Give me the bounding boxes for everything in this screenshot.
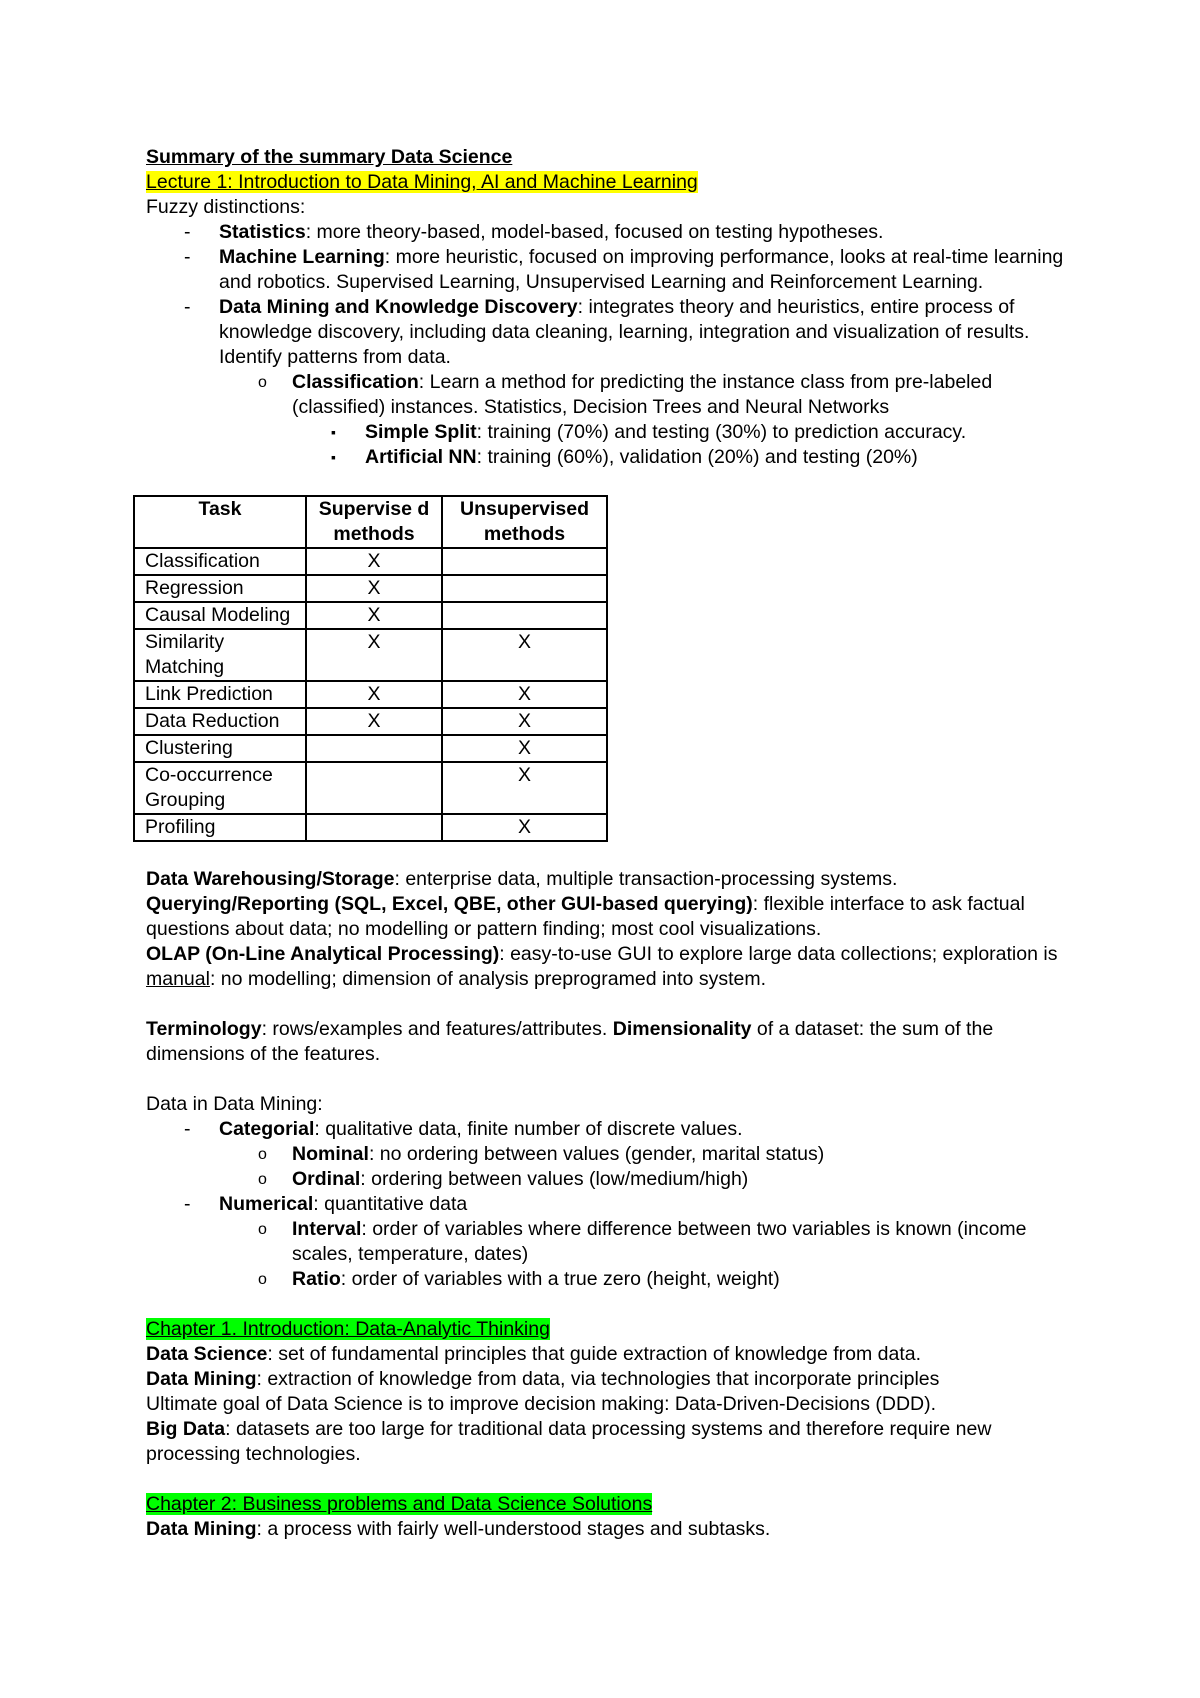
- data-science-para: Data Science: set of fundamental principles that guide extraction of knowledge from data.: [146, 1343, 922, 1365]
- table-row: [134, 681, 607, 708]
- chapter-1-heading: Chapter 1. Introduction: Data-Analytic Thinking: [146, 1318, 550, 1340]
- table-row: [134, 735, 607, 762]
- table-cell-unsupervised: [442, 575, 607, 602]
- list-item-artificial-nn: ▪ Artificial NN: training (60%), validation (20%) and testing (20%): [331, 446, 918, 468]
- list-item-classification: o Classification: Learn a method for predicting the instance class from pre-labeled (classified) instances. Statistics, Decision Trees and Neural Networks: [258, 371, 993, 418]
- table-cell-supervised: X: [306, 708, 442, 735]
- table-row: [134, 575, 607, 602]
- table-cell-unsupervised: X: [442, 681, 607, 708]
- list-item-simple-split: ▪ Simple Split: training (70%) and testing (30%) to prediction accuracy.: [331, 421, 967, 443]
- list-item-statistics: - Statistics: more theory-based, model-based, focused on testing hypotheses.: [184, 221, 884, 243]
- list-item-data-mining: - Data Mining and Knowledge Discovery: integrates theory and heuristics, entire process of knowledge discovery, including data cleaning, learning, integration and visualization of results. Identify patterns from data.: [184, 296, 1030, 368]
- table-cell-task: Classification: [134, 548, 306, 575]
- table-cell-task: Co-occurrence Grouping: [134, 762, 306, 814]
- table-cell-task: Clustering: [134, 735, 306, 762]
- data-mining-para: Data Mining: extraction of knowledge from data, via technologies that incorporate principles: [146, 1368, 940, 1390]
- list-item-categorial: - Categorial: qualitative data, finite number of discrete values.: [184, 1118, 743, 1140]
- terminology-para: Terminology: rows/examples and features/attributes. Dimensionality of a dataset: the sum of the dimensions of the features.: [146, 1018, 994, 1065]
- table-row: [134, 629, 607, 681]
- data-warehousing-para: Data Warehousing/Storage: enterprise data, multiple transaction-processing systems.: [146, 868, 898, 890]
- list-item-interval: o Interval: order of variables where difference between two variables is known (income scales, temperature, dates): [258, 1218, 1027, 1265]
- table-row: [134, 548, 607, 575]
- chapter-2-heading: Chapter 2: Business problems and Data Science Solutions: [146, 1493, 653, 1515]
- table-cell-supervised: X: [306, 681, 442, 708]
- table-cell-unsupervised: X: [442, 708, 607, 735]
- querying-reporting-para: Querying/Reporting (SQL, Excel, QBE, other GUI-based querying): flexible interface to ask factual questions about data; no modelling or pattern finding; most cool visualizations.: [146, 893, 1025, 940]
- table-row: [134, 814, 607, 841]
- fuzzy-distinctions-label: Fuzzy distinctions:: [146, 196, 306, 218]
- table-cell-supervised: [306, 735, 442, 762]
- table-cell-unsupervised: [442, 602, 607, 629]
- document-page: [146, 145, 1086, 1542]
- table-cell-task: Profiling: [134, 814, 306, 841]
- data-mining-process-para: Data Mining: a process with fairly well-understood stages and subtasks.: [146, 1518, 771, 1540]
- table-cell-supervised: [306, 814, 442, 841]
- lecture-1-heading: Lecture 1: Introduction to Data Mining, AI and Machine Learning: [146, 171, 698, 193]
- list-item-ordinal: o Ordinal: ordering between values (low/medium/high): [258, 1168, 749, 1190]
- table-cell-supervised: X: [306, 602, 442, 629]
- list-item-machine-learning: - Machine Learning: more heuristic, focused on improving performance, looks at real-time learning and robotics. Supervised Learning, Unsupervised Learning and Reinforcement Learning.: [184, 246, 1064, 293]
- table-cell-supervised: X: [306, 575, 442, 602]
- table-cell-unsupervised: [442, 548, 607, 575]
- table-row: [134, 602, 607, 629]
- ultimate-goal-para: Ultimate goal of Data Science is to improve decision making: Data-Driven-Decisions (DDD).: [146, 1393, 937, 1415]
- table-cell-task: Causal Modeling: [134, 602, 306, 629]
- table-cell-task: Similarity Matching: [134, 629, 306, 681]
- table-cell-task: Link Prediction: [134, 681, 306, 708]
- olap-para: OLAP (On-Line Analytical Processing): easy-to-use GUI to explore large data collections; exploration is manual: no modelling; dimension of analysis preprogramed into system.: [146, 943, 1058, 990]
- table-cell-unsupervised: X: [442, 629, 607, 681]
- table-cell-unsupervised: X: [442, 814, 607, 841]
- table-cell-task: Data Reduction: [134, 708, 306, 735]
- table-cell-unsupervised: X: [442, 762, 607, 814]
- table-cell-task: Regression: [134, 575, 306, 602]
- table-cell-supervised: X: [306, 629, 442, 681]
- data-in-data-mining-label: Data in Data Mining:: [146, 1093, 323, 1115]
- table-cell-unsupervised: X: [442, 735, 607, 762]
- big-data-para: Big Data: datasets are too large for traditional data processing systems and therefore require new processing technologies.: [146, 1418, 992, 1465]
- list-item-ratio: o Ratio: order of variables with a true zero (height, weight): [258, 1268, 780, 1290]
- table-cell-supervised: [306, 762, 442, 814]
- table-header-unsupervised: Unsupervised methods: [442, 496, 607, 548]
- task-methods-table: [133, 495, 608, 842]
- list-item-nominal: o Nominal: no ordering between values (gender, marital status): [258, 1143, 825, 1165]
- table-row: [134, 708, 607, 735]
- table-header-task: Task: [134, 496, 306, 548]
- document-title: Summary of the summary Data Science: [146, 146, 513, 168]
- table-header-supervised: Supervise d methods: [306, 496, 442, 548]
- table-cell-supervised: X: [306, 548, 442, 575]
- list-item-numerical: - Numerical: quantitative data: [184, 1193, 468, 1215]
- table-row: [134, 762, 607, 814]
